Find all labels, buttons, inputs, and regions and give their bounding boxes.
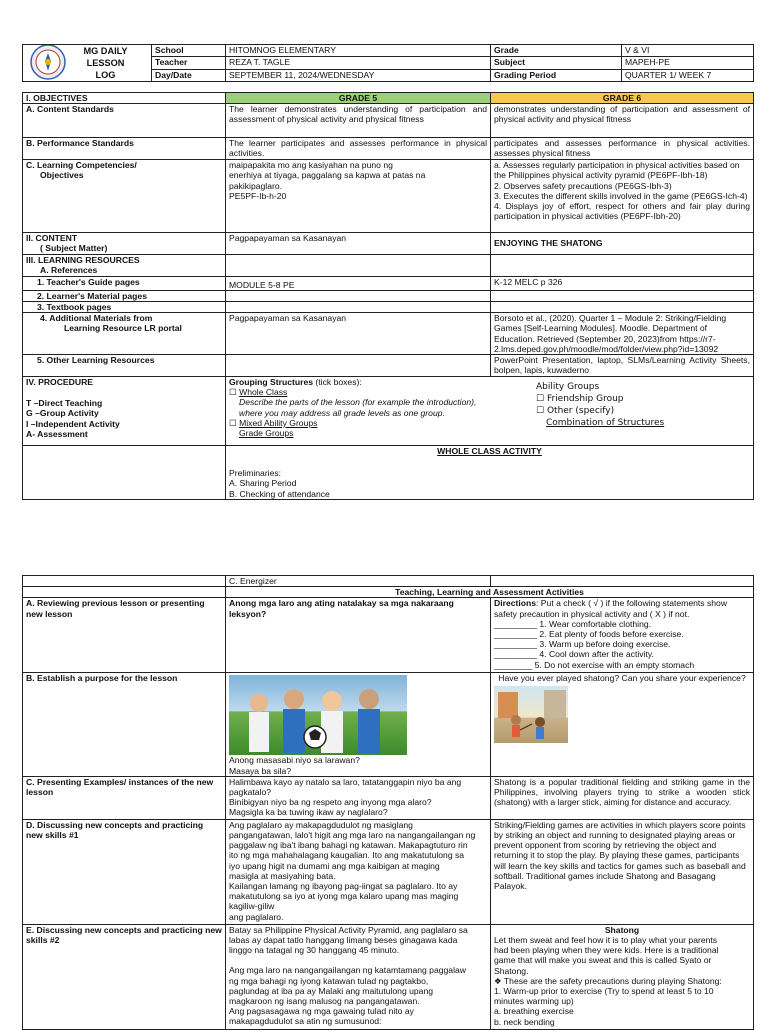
content-label: II. CONTENT ( Subject Matter): [23, 233, 226, 255]
tg-g6: K-12 MELC p 326: [491, 276, 754, 290]
competencies-label: C. Learning Competencies/ Objectives: [23, 160, 226, 233]
purpose-g5: Anong masasabi niyo sa larawan? Masaya ba sila?: [226, 673, 491, 776]
content-standards-label: A. Content Standards: [23, 104, 226, 138]
performance-g6: participates and assesses performance in physical activities. assesses physical fitness: [491, 138, 754, 160]
energizer-right-cell: [491, 576, 754, 587]
performance-g5: The learner participates and assesses performance in physical activities.: [226, 138, 491, 160]
mixed-ability-label: Mixed Ability Groups: [239, 417, 318, 428]
examples-g5: Halimbawa kayo ay natalo sa laro, tatatanggapin niyo ba ang pagkatalo? Binibigyan niyo ba ng respeto ang inyong mga alaro? Magsigla ka ba tuwing ikaw ay naglalaro?: [226, 776, 491, 819]
procedure-label: IV. PROCEDURE T –Direct Teaching G –Group Activity I –Independent Activity A- Assessment: [23, 377, 226, 446]
objectives-heading: I. OBJECTIVES: [23, 93, 226, 104]
textbook-g6: [491, 302, 754, 313]
competencies-g6: a. Assesses regularly participation in physical activities based on the Philippines physical activity pyramid (PE6PF-Ibh-18) 2. Observes safety precautions (PE6GS-Ibh-3) 3. Executes the different skills involved in the game (PE6GS-Ich-4) 4. Displays joy of effort, respect for others and fair play during participation in physical activities (PE6PF-Ibh-20): [491, 160, 754, 233]
subject-value: MAPEH-PE: [622, 57, 754, 69]
period-label: Grading Period: [491, 69, 622, 81]
grouping-structures: Grouping Structures (tick boxes): ☐ Whole Class Describe the parts of the lesson (for example the introduction), where you may address all grade levels as one group. ☐ Mixed Ability Groups Grade Groups Ability Groups ☐ Friendship Group ☐ Other (specify) Combination of Structures: [226, 377, 754, 446]
lesson-log-header-table: [22, 44, 754, 82]
mixed-ability-checkbox[interactable]: ☐: [229, 417, 237, 428]
doc-title: MG DAILY LESSON LOG: [23, 45, 152, 82]
content-standards-g6: demonstrates understanding of participation and assessment of physical activity and physical fitness: [491, 104, 754, 138]
discuss1-label: D. Discussing new concepts and practicing new skills #1: [23, 819, 226, 924]
competencies-g5: maipapakita mo ang kasiyahan na puno ng enerhiya at tiyaga, paggalang sa kapwa at patas na pakikipaglaro. PE5PF-Ib-h-20: [226, 160, 491, 233]
grade-value: V & VI: [622, 45, 754, 57]
discuss1-g6: Striking/Fielding games are activities in which players score points by striking an object and running to designated playing areas or prevent opponent from scoring by retrieving the object and returning it to stop the play. By playing these games, participants will learn the key skills and tactics for games such as baseball and softball. Traditional games include Shatong and Basagang Palayok.: [491, 819, 754, 924]
review-label: A. Reviewing previous lesson or presenting new lesson: [23, 598, 226, 673]
grouping-options-right: Ability Groups ☐ Friendship Group ☐ Other (specify) Combination of Structures: [536, 382, 665, 429]
additional-g5: Pagpapayaman sa Kasanayan: [226, 313, 491, 355]
day-label: Day/Date: [152, 69, 226, 81]
grade-groups-label: Grade Groups: [239, 428, 294, 439]
whole-class-activity-title: WHOLE CLASS ACTIVITY: [437, 446, 542, 457]
children-soccer-photo: [229, 675, 407, 755]
tg-label: 1. Teacher's Guide pages: [23, 276, 226, 290]
performance-label: B. Performance Standards: [23, 138, 226, 160]
tla-header: Teaching, Learning and Assessment Activities: [226, 587, 754, 598]
school-label: School: [152, 45, 226, 57]
tla-left-cell: [23, 587, 226, 598]
review-g5: Anong mga laro ang ating natalakay sa mga nakaraang leksyon?: [226, 598, 491, 673]
friendship-checkbox[interactable]: ☐: [536, 394, 545, 405]
energizer-left-cell: [23, 576, 226, 587]
resources-g5-cell: [226, 255, 491, 276]
grade5-header: GRADE 5: [226, 93, 491, 104]
teacher-label: Teacher: [152, 57, 226, 69]
discuss2-g6: Shatong Let them sweat and feel how it is to play what your parents had been playing when they were kids. Here is a traditional game that will make you sweat and this is called Syato or Shatong. ❖ These are the safety precautions during playing Shatong: 1. Warm-up prior to exercise (Try to spend at least 5 to 10 minutes warming up) a. breathing exercise b. neck bending: [491, 924, 754, 1029]
activities-table: [22, 575, 754, 1030]
purpose-label: B. Establish a purpose for the lesson: [23, 673, 226, 776]
discuss2-label: E. Discussing new concepts and practicing new skills #2: [23, 924, 226, 1029]
teacher-value: REZA T. TAGLE: [226, 57, 491, 69]
period-value: QUARTER 1/ WEEK 7: [622, 69, 754, 81]
textbook-g5: [226, 302, 491, 313]
lm-label: 2. Learner's Material pages: [23, 290, 226, 301]
purpose-g6: Have you ever played shatong? Can you share your experience?: [491, 673, 754, 776]
other-resources-label: 5. Other Learning Resources: [23, 355, 226, 377]
energizer-label: C. Energizer: [226, 576, 491, 587]
shatong-cartoon-image: [494, 686, 568, 743]
grade-label: Grade: [491, 45, 622, 57]
additional-g6: Borsoto et al., (2020). Quarter 1 – Module 2: Striking/Fielding Games [Self-Learning Modules]. Moodle. Department of Education. Retrieved (September 20, 2023)from https://r7-2.lms.deped.gov.ph/moodle/mod/folder/view.php?id=13092: [491, 313, 754, 355]
other-resources-g6: PowerPoint Presentation, laptop, SLMs/Learning Activity Sheets, bolpen, lapis, kuwaderno: [491, 355, 754, 377]
examples-label: C. Presenting Examples/ instances of the new lesson: [23, 776, 226, 819]
content-g6: ENJOYING THE SHATONG: [491, 233, 754, 255]
textbook-label: 3. Textbook pages: [23, 302, 226, 313]
whole-class-activity: WHOLE CLASS ACTIVITY Preliminaries: A. Sharing Period B. Checking of attendance: [226, 446, 754, 500]
whole-class-checkbox[interactable]: ☐: [229, 387, 237, 398]
content-g5: Pagpapayaman sa Kasanayan: [226, 233, 491, 255]
grade6-header: GRADE 6: [491, 93, 754, 104]
resources-label: III. LEARNING RESOURCES A. References: [23, 255, 226, 276]
lm-g5: [226, 290, 491, 301]
lm-g6: [491, 290, 754, 301]
examples-g6: Shatong is a popular traditional fielding and striking game in the Philippines, involving players trying to strike a wooden stick (shatong) with a larger stick, aiming for distance and accuracy.: [491, 776, 754, 819]
day-value: SEPTEMBER 11, 2024/WEDNESDAY: [226, 69, 491, 81]
grouping-title: Grouping Structures: [229, 377, 314, 388]
resources-g6-cell: [491, 255, 754, 276]
discuss1-g5: Ang paglalaro ay makapagdudulot ng masiglang pangangatawan, lalo't higit ang mga laro na nangangailangan ng paggalaw ng iba't ibang bahagi ng katawan. Makapagtuturo rin ito ng mga mahahalagang kaugalian. Ito ang makatutulong sa iyo upang higit na dumami ang mga kaibigan at maging masigla at masiyahing bata. Kailangan lamang ng ibayong pag-iingat sa paglalaro. Ito ay makatutulong sa iyo at iyong mga kalaro upang mas maging kagiliw-giliw ang paglalaro.: [226, 819, 491, 924]
whole-class-label: Whole Class: [239, 387, 288, 398]
discuss2-g5: Batay sa Philippine Physical Activity Pyramid, ang paglalaro sa labas ay dapat tatlo hanggang limang beses ginagawa kada linggo na tatagal ng 30 hanggang 45 minuto. Ang mga laro na nangangailangan ng katamtamang paggalaw ng mga bahagi ng iyong katawan tulad ng pagtakbo, paglundag at iba pa ay Malaki ang maitutulong upang magkaroon ng isang malusog na pangangatawan. Ang pagsasagawa ng mga gawaing tulad nito ay makapagdudulot sa atin ng sumusunod:: [226, 924, 491, 1029]
whole-class-left-cell: [23, 446, 226, 500]
subject-label: Subject: [491, 57, 622, 69]
additional-label: 4. Additional Materials from Learning Resource LR portal: [23, 313, 226, 355]
objectives-table: [22, 92, 754, 500]
other-resources-g5: [226, 355, 491, 377]
content-standards-g5: The learner demonstrates understanding of participation and assessment of physical activity and physical fitness: [226, 104, 491, 138]
school-value: HITOMNOG ELEMENTARY: [226, 45, 491, 57]
review-g6: Directions: Put a check ( √ ) if the following statements show safety precaution in physical activity and ( X ) if not. _________ 1. Wear comfortable clothing. _________ 2. Eat plenty of foods before exercise. _________ 3. Warm up before doing exercise. _________ 4. Cool down after the activity. ________ 5. Do not exercise with an empty stomach: [491, 598, 754, 673]
other-specify-checkbox[interactable]: ☐: [536, 406, 545, 417]
tg-g5: MODULE 5-8 PE: [226, 276, 491, 290]
